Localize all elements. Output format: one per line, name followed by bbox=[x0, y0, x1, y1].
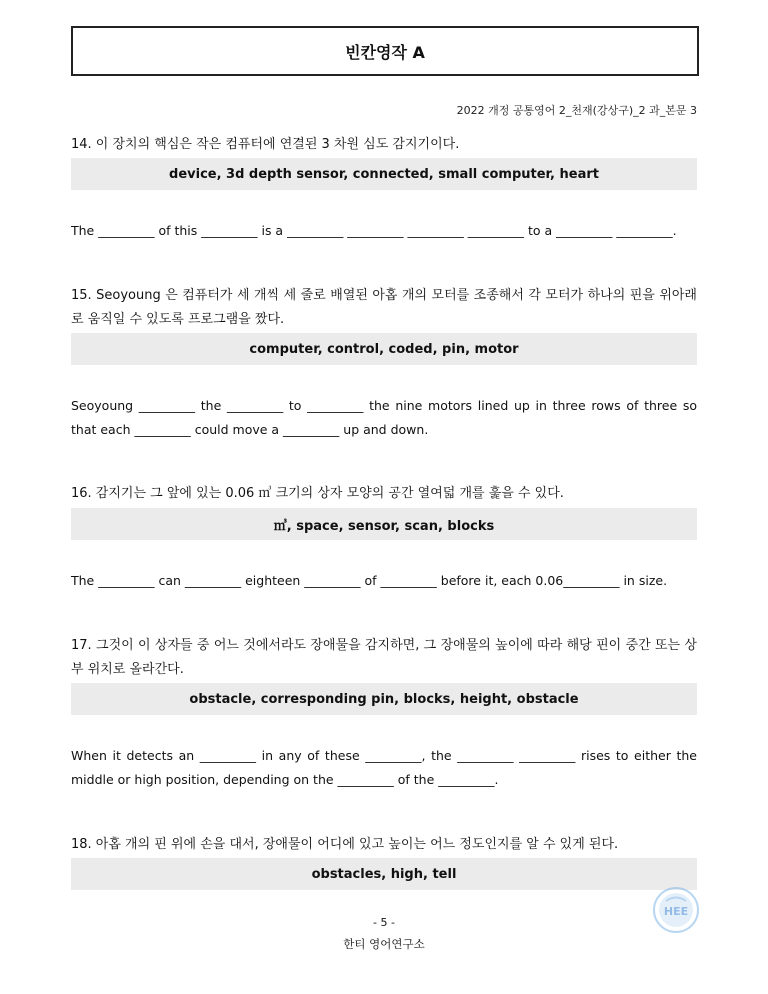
question-15-answer: Seoyoung _________ the _________ to _________ the nine motors lined up in three rows of three so that each _________ could move a _________ up and down. bbox=[71, 398, 697, 437]
question-15-prompt: 15. Seoyoung 은 컴퓨터가 세 개씩 세 줄로 배열된 아홉 개의 모터를 조종해서 각 모터가 하나의 핀을 위아래로 움직일 수 있도록 프로그램을 짰다. bbox=[71, 288, 697, 327]
question-17-answer: When it detects an _________ in any of these _________, the _________ _________ rises to either the middle or high position, depending on the _________ of the _________. bbox=[71, 748, 697, 787]
question-15-word-bank: computer, control, coded, pin, motor bbox=[71, 333, 697, 365]
footer-organization: 한티 영어연구소 bbox=[343, 937, 425, 951]
course-info: 2022 개정 공통영어 2_천재(강상구)_2 과_본문 3 bbox=[456, 104, 697, 117]
worksheet-title bbox=[71, 26, 699, 76]
page-number: - 5 - bbox=[373, 916, 395, 929]
title-text: 빈칸영작 A bbox=[345, 42, 425, 62]
logo-text: HEE bbox=[663, 905, 689, 918]
question-16-answer: The _________ can _________ eighteen _________ of _________ before it, each 0.06_________ in size. bbox=[71, 573, 668, 588]
question-18-prompt: 18. 아홉 개의 핀 위에 손을 대서, 장애물이 어디에 있고 높이는 어느 정도인지를 알 수 있게 된다. bbox=[71, 837, 619, 852]
question-18-word-bank: obstacles, high, tell bbox=[71, 858, 697, 890]
question-14-word-bank: device, 3d depth sensor, connected, small computer, heart bbox=[71, 158, 697, 190]
question-16-word-bank: ㎥, space, sensor, scan, blocks bbox=[71, 508, 697, 540]
question-14-prompt: 14. 이 장치의 핵심은 작은 컴퓨터에 연결된 3 차원 심도 감지기이다. bbox=[71, 137, 460, 152]
question-17-word-bank: obstacle, corresponding pin, blocks, height, obstacle bbox=[71, 683, 697, 715]
question-16-prompt: 16. 감지기는 그 앞에 있는 0.06 ㎥ 크기의 상자 모양의 공간 열여덟 개를 훑을 수 있다. bbox=[71, 486, 564, 501]
question-17-prompt: 17. 그것이 이 상자들 중 어느 것에서라도 장애물을 감지하면, 그 장애물의 높이에 따라 해당 핀이 중간 또는 상부 위치로 올라간다. bbox=[71, 638, 697, 677]
question-14-answer: The _________ of this _________ is a _________ _________ _________ _________ to a _________ _________. bbox=[71, 223, 677, 238]
